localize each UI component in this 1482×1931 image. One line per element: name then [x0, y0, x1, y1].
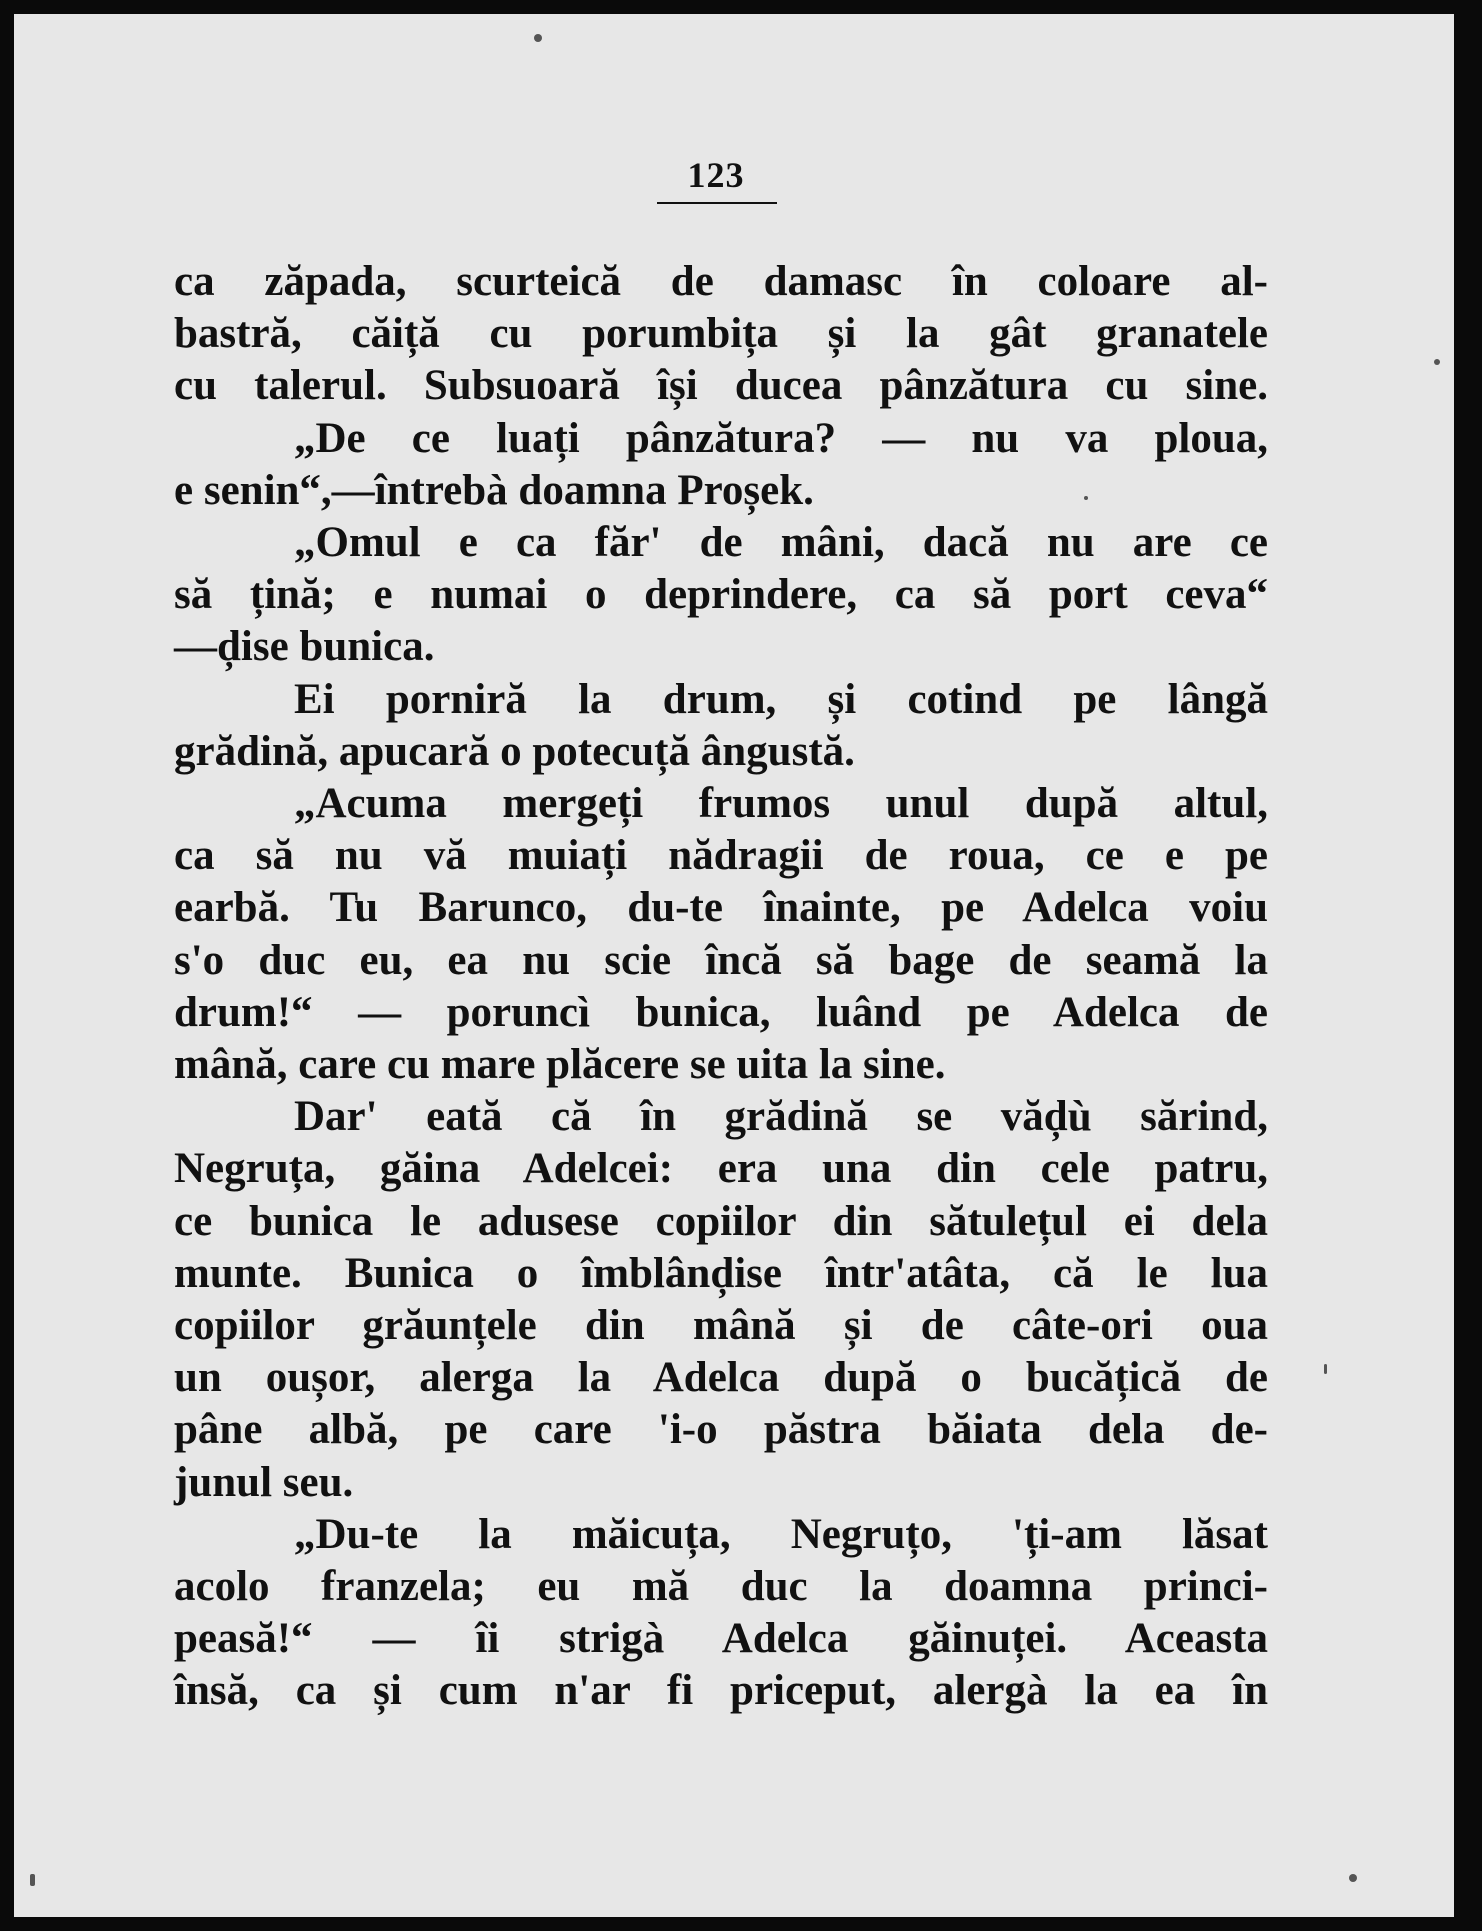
- text-line: munte. Bunica o îmblânḑise într'atâta, că le lua: [174, 1249, 1268, 1297]
- text-line: peasă!“ — îi strigà Adelca găinuței. Aceasta: [174, 1615, 1268, 1663]
- scan-speck: [534, 34, 542, 42]
- text-line: Negruța, găina Adelcei: era una din cele patru,: [174, 1145, 1268, 1193]
- text-line: acolo franzela; eu mă duc la doamna princi-: [174, 1563, 1268, 1611]
- body-text: [174, 256, 1268, 1718]
- text-line: copiilor grăunțele din mână și de câte-ori oua: [174, 1302, 1268, 1350]
- text-line: e senin“,—întrebà doamna Proșek.: [174, 466, 814, 514]
- text-line: grădină, apucară o potecuță ângustă.: [174, 727, 855, 775]
- text-line: mână, care cu mare plăcere se uita la sine.: [174, 1041, 946, 1089]
- text-line: „Omul e ca făr' de mâni, dacă nu are ce: [294, 519, 1268, 567]
- text-line: —ḑise bunica.: [174, 623, 435, 671]
- text-line: „Du-te la măicuța, Negruțo, 'ți-am lăsat: [294, 1510, 1268, 1558]
- scan-speck: [1349, 1874, 1357, 1882]
- text-line: ca să nu vă muiați nădragii de roua, ce e pe: [174, 832, 1268, 880]
- text-line: s'o duc eu, ea nu scie încă să bage de seamă la: [174, 936, 1268, 984]
- text-line: drum!“ — poruncì bunica, luând pe Adelca de: [174, 988, 1268, 1036]
- page-number: 123: [687, 155, 745, 195]
- scan-speck: [1434, 359, 1440, 365]
- scanned-page: [14, 14, 1454, 1917]
- text-line: ca zăpada, scurteică de damasc în coloare al-: [174, 258, 1268, 305]
- text-line: un oușor, alerga la Adelca după o bucățică de: [174, 1354, 1268, 1402]
- scan-speck: [30, 1874, 35, 1886]
- text-line: junul seu.: [174, 1458, 354, 1506]
- text-line: earbă. Tu Barunco, du-te înainte, pe Adelca voiu: [174, 884, 1268, 932]
- scan-speck: [1324, 1364, 1327, 1374]
- text-line: însă, ca și cum n'ar fi priceput, alergà la ea în: [174, 1667, 1268, 1715]
- scan-speck: [1084, 496, 1088, 500]
- page-number-rule: [657, 202, 777, 204]
- text-line: bastră, căiță cu porumbița și la gât granatele: [174, 310, 1268, 358]
- text-line: „Acuma mergeți frumos unul după altul,: [294, 780, 1268, 828]
- text-line: Ei porniră la drum, și cotind pe lângă: [294, 675, 1268, 723]
- text-line: ce bunica le adusese copiilor din sătulețul ei dela: [174, 1197, 1268, 1245]
- text-line: să țină; e numai o deprindere, ca să port ceva“: [174, 571, 1268, 619]
- text-line: cu talerul. Subsuoară își ducea pânzătura cu sine.: [174, 362, 1268, 410]
- text-line: „De ce luați pânzătura? — nu va ploua,: [294, 414, 1268, 462]
- text-line: Dar' eată că în grădină se văḑù sărind,: [294, 1093, 1268, 1141]
- text-line: pâne albă, pe care 'i-o păstra băiata dela de-: [174, 1406, 1268, 1454]
